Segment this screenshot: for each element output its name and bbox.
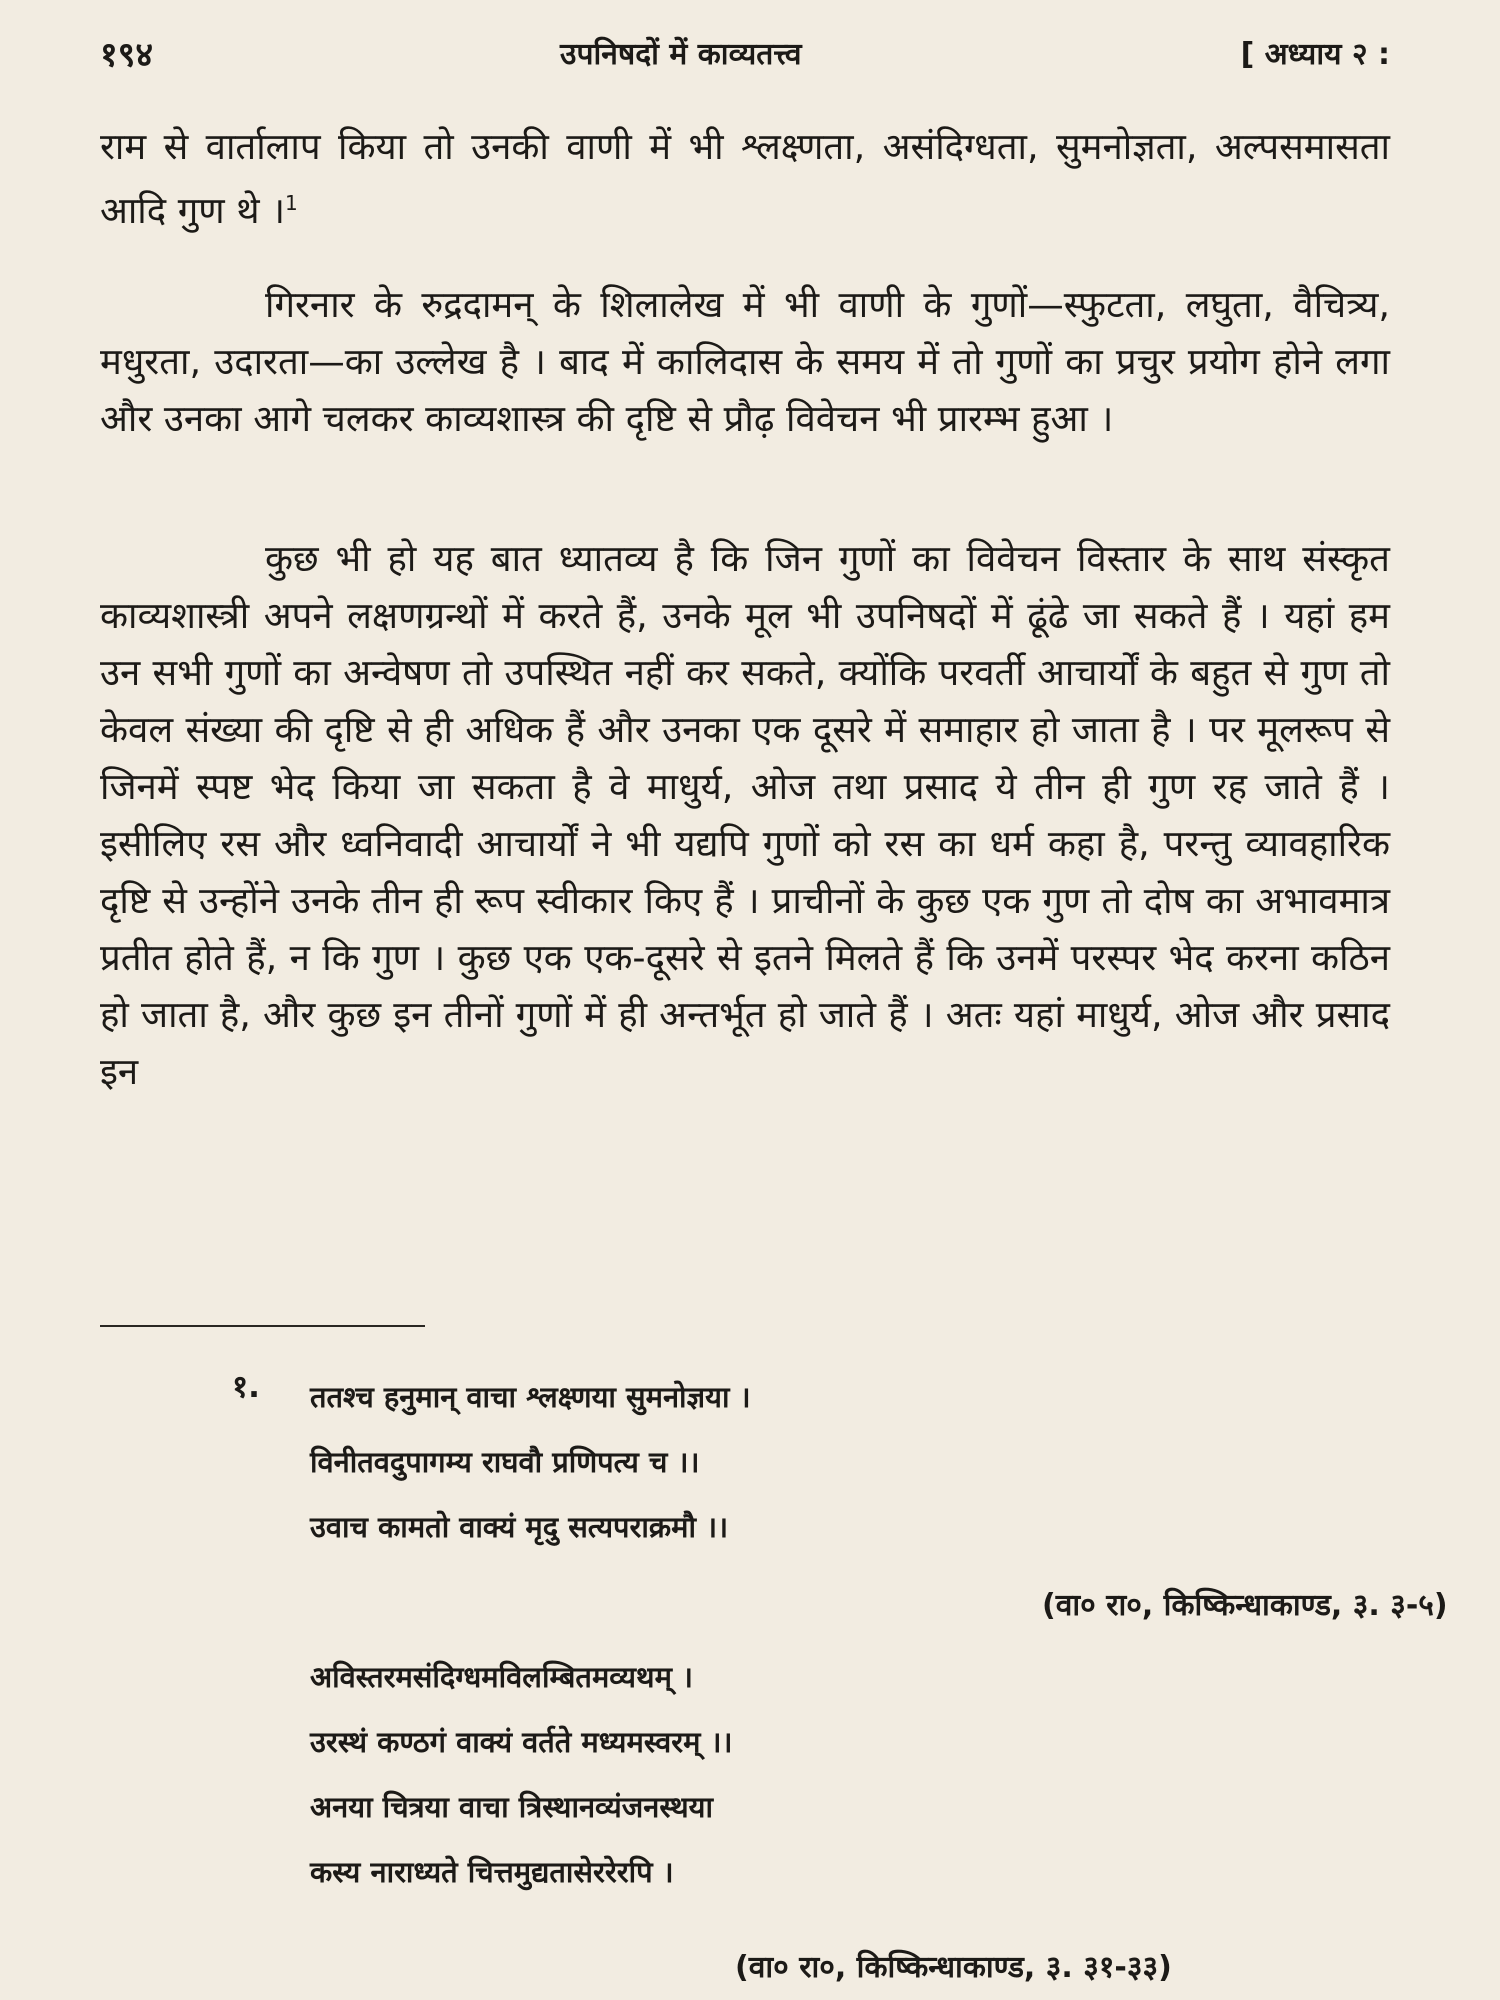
footnote-marker: 1	[285, 191, 298, 215]
main-text	[100, 118, 1390, 1093]
verse-line: अनया चित्रया वाचा त्रिस्थानव्यंजनस्थया	[310, 1790, 713, 1824]
verse-line: ततश्च हनुमान् वाचा श्लक्ष्णया सुमनोज्ञया ।	[310, 1380, 751, 1414]
footnote-verses-2	[310, 1645, 733, 1905]
paragraph-3: कुछ भी हो यह बात ध्यातव्य है कि जिन गुणों का विवेचन विस्तार के साथ संस्कृत काव्यशास्त्री अपने लक्षणग्रन्थों में करते हैं, उनके मूल भी उपनिषदों में ढूंढे जा सकते हैं । यहां हम उन सभी गुणों का अन्वेषण तो उपस्थित नहीं कर सकते, क्योंकि परवर्ती आचार्यों के बहुत से गुण तो केवल संख्या की दृष्टि से ही अधिक हैं और उनका एक दूसरे में समाहार हो जाता है । पर मूलरूप से जिनमें स्पष्ट भेद किया जा सकता है वे माधुर्य, ओज तथा प्रसाद ये तीन ही गुण रह जाते हैं । इसीलिए रस और ध्वनिवादी आचार्यों ने भी यद्यपि गुणों को रस का धर्म कहा है, परन्तु व्यावहारिक दृष्टि से उन्होंने उनके तीन ही रूप स्वीकार किए हैं । प्राचीनों के कुछ एक गुण तो दोष का अभावमात्र प्रतीत होते हैं, न कि गुण । कुछ एक एक-दूसरे से इतने मिलते हैं कि उनमें परस्पर भेद करना कठिन हो जाता है, और कुछ इन तीनों गुणों में ही अन्तर्भूत हो जाते हैं । अतः यहां माधुर्य, ओज और प्रसाद इन	[100, 537, 1390, 1093]
footnote-reference-1: (वा० रा०, किष्किन्धाकाण्ड, ३. ३-५)	[1042, 1588, 1448, 1623]
paragraph-2: गिरनार के रुद्रदामन् के शिलालेख में भी वाणी के गुणों—स्फुटता, लघुता, वैचित्र्य, मधुरता, उदारता—का उल्लेख है । बाद में कालिदास के समय में तो गुणों का प्रचुर प्रयोग होने लगा और उनका आगे चलकर काव्यशास्त्र की दृष्टि से प्रौढ़ विवेचन भी प्रारम्भ हुआ ।	[100, 283, 1390, 440]
footnote-verses-1	[310, 1365, 751, 1560]
verse-line: कस्य नाराध्यते चित्तमुद्यतासेररेरपि ।	[310, 1855, 674, 1889]
book-title: उपनिषदों में काव्यतत्त्व	[560, 37, 802, 72]
verse-line: अविस्तरमसंदिग्धमविलम्बितमव्यथम् ।	[310, 1660, 694, 1694]
verse-line: विनीतवदुपागम्य राघवौ प्रणिपत्य च ।।	[310, 1445, 700, 1479]
chapter-label: [ अध्याय २ :	[1240, 37, 1390, 72]
running-header	[100, 30, 1390, 80]
verse-line: उरस्थं कण्ठगं वाक्यं वर्तते मध्यमस्वरम् ।।	[310, 1725, 733, 1759]
footnote-divider	[100, 1325, 425, 1327]
paragraph-1-text: राम से वार्तालाप किया तो उनकी वाणी में भी श्लक्ष्णता, असंदिग्धता, सुमनोज्ञता, अल्पसमासता आदि गुण थे ।	[100, 125, 1390, 233]
verse-line: उवाच कामतो वाक्यं मृदु सत्यपराक्रमौ ।।	[310, 1510, 729, 1544]
paragraph-1	[100, 118, 1390, 239]
footnote-number: १.	[232, 1369, 260, 1405]
footnote-reference-2: (वा० रा०, किष्किन्धाकाण्ड, ३. ३१-३३)	[735, 1950, 1172, 1985]
page-number: १९४	[100, 35, 154, 75]
